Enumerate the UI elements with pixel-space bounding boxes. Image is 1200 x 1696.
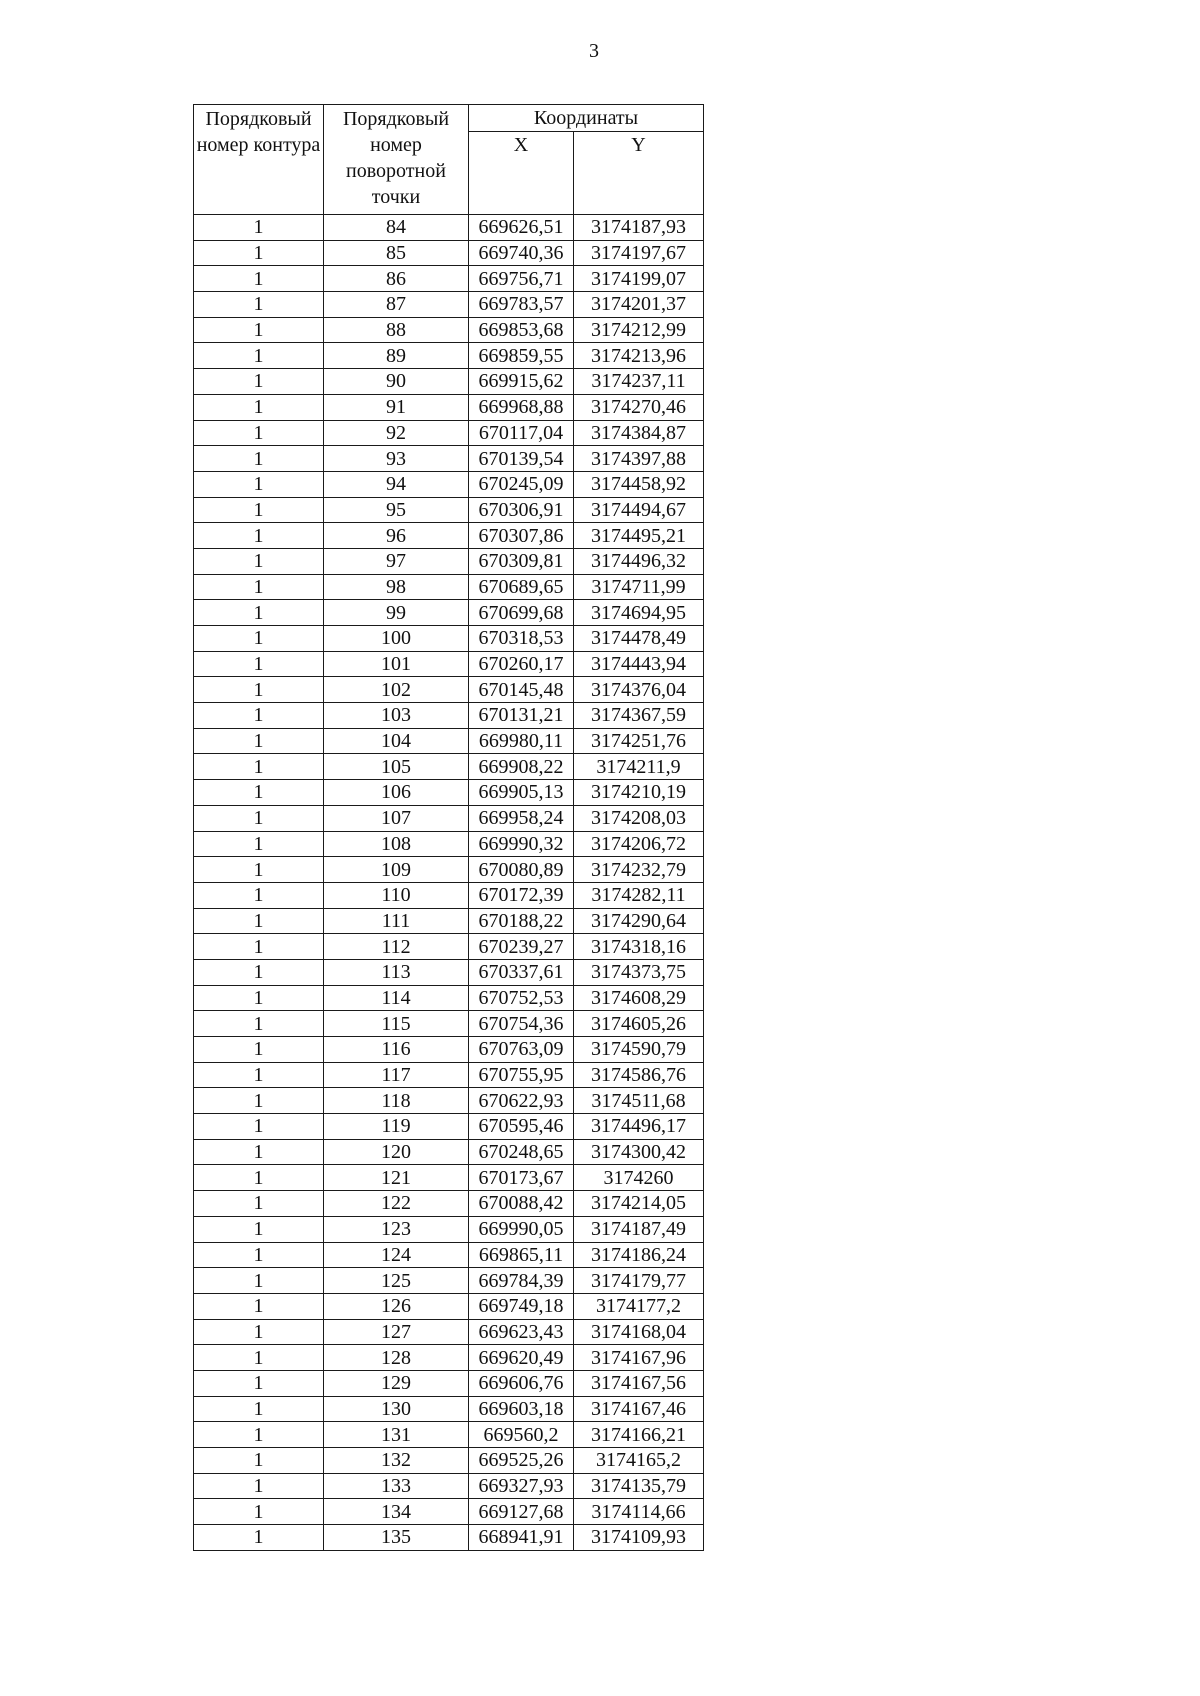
x-coordinate-cell: 670309,81 [469,548,574,574]
x-coordinate-cell: 669859,55 [469,343,574,369]
table-body [194,215,704,1551]
y-coordinate-cell: 3174478,49 [574,626,704,652]
table-row [194,959,704,985]
x-coordinate-cell: 670763,09 [469,1037,574,1063]
contour-number-cell: 1 [194,1525,324,1551]
table-row [194,1037,704,1063]
y-coordinate-cell: 3174187,49 [574,1216,704,1242]
x-coordinate-cell: 669990,05 [469,1216,574,1242]
table-row [194,446,704,472]
x-coordinate-cell: 670595,46 [469,1114,574,1140]
contour-number-cell: 1 [194,985,324,1011]
contour-number-cell: 1 [194,728,324,754]
table-row [194,985,704,1011]
x-coordinate-cell: 670080,89 [469,857,574,883]
y-coordinate-cell: 3174282,11 [574,882,704,908]
point-number-cell: 107 [324,805,469,831]
y-coordinate-cell: 3174168,04 [574,1319,704,1345]
contour-number-cell: 1 [194,292,324,318]
table-row [194,831,704,857]
y-coordinate-cell: 3174208,03 [574,805,704,831]
table-row [194,908,704,934]
x-coordinate-cell: 670173,67 [469,1165,574,1191]
y-coordinate-cell: 3174270,46 [574,394,704,420]
coordinates-header: Координаты [469,105,704,132]
contour-number-cell: 1 [194,754,324,780]
y-coordinate-cell: 3174186,24 [574,1242,704,1268]
table-row [194,600,704,626]
point-number-cell: 97 [324,548,469,574]
y-coordinate-cell: 3174590,79 [574,1037,704,1063]
point-number-cell: 114 [324,985,469,1011]
x-coordinate-cell: 669603,18 [469,1396,574,1422]
y-coordinate-cell: 3174608,29 [574,985,704,1011]
contour-number-header: Порядковый номер контура [194,105,324,215]
y-coordinate-cell: 3174211,9 [574,754,704,780]
point-number-cell: 117 [324,1062,469,1088]
x-coordinate-cell: 669915,62 [469,369,574,395]
contour-number-cell: 1 [194,1139,324,1165]
point-number-cell: 118 [324,1088,469,1114]
y-coordinate-cell: 3174199,07 [574,266,704,292]
x-coordinate-cell: 670117,04 [469,420,574,446]
point-number-cell: 104 [324,728,469,754]
point-number-cell: 95 [324,497,469,523]
contour-number-cell: 1 [194,317,324,343]
y-coordinate-cell: 3174605,26 [574,1011,704,1037]
contour-number-cell: 1 [194,394,324,420]
contour-number-cell: 1 [194,497,324,523]
table-row [194,1011,704,1037]
point-number-cell: 110 [324,882,469,908]
y-coordinate-cell: 3174114,66 [574,1499,704,1525]
point-number-cell: 122 [324,1191,469,1217]
y-coordinate-cell: 3174210,19 [574,780,704,806]
table-row [194,1396,704,1422]
x-coordinate-cell: 669908,22 [469,754,574,780]
y-coordinate-cell: 3174511,68 [574,1088,704,1114]
page-number: 3 [589,40,599,62]
point-number-cell: 84 [324,215,469,241]
y-coordinate-cell: 3174237,11 [574,369,704,395]
point-number-cell: 116 [324,1037,469,1063]
table-row [194,1370,704,1396]
table-row [194,780,704,806]
contour-number-cell: 1 [194,240,324,266]
x-header: X [469,132,574,215]
contour-number-cell: 1 [194,805,324,831]
contour-number-cell: 1 [194,1242,324,1268]
point-number-cell: 124 [324,1242,469,1268]
contour-number-cell: 1 [194,1448,324,1474]
y-coordinate-cell: 3174318,16 [574,934,704,960]
table-row [194,651,704,677]
x-coordinate-cell: 670752,53 [469,985,574,1011]
x-coordinate-cell: 670699,68 [469,600,574,626]
x-coordinate-cell: 670188,22 [469,908,574,934]
contour-number-cell: 1 [194,780,324,806]
y-coordinate-cell: 3174494,67 [574,497,704,523]
x-coordinate-cell: 670139,54 [469,446,574,472]
x-coordinate-cell: 670260,17 [469,651,574,677]
table-row [194,882,704,908]
contour-number-cell: 1 [194,1011,324,1037]
y-coordinate-cell: 3174187,93 [574,215,704,241]
x-coordinate-cell: 670318,53 [469,626,574,652]
y-coordinate-cell: 3174167,46 [574,1396,704,1422]
y-coordinate-cell: 3174197,67 [574,240,704,266]
x-coordinate-cell: 669740,36 [469,240,574,266]
contour-number-cell: 1 [194,626,324,652]
y-coordinate-cell: 3174586,76 [574,1062,704,1088]
contour-number-cell: 1 [194,471,324,497]
coordinates-table [193,104,704,1551]
x-coordinate-cell: 670145,48 [469,677,574,703]
x-coordinate-cell: 670755,95 [469,1062,574,1088]
x-coordinate-cell: 669560,2 [469,1422,574,1448]
point-number-cell: 109 [324,857,469,883]
point-number-cell: 88 [324,317,469,343]
x-coordinate-cell: 670088,42 [469,1191,574,1217]
x-coordinate-cell: 669606,76 [469,1370,574,1396]
y-coordinate-cell: 3174109,93 [574,1525,704,1551]
contour-number-cell: 1 [194,908,324,934]
table-row [194,626,704,652]
contour-number-cell: 1 [194,1268,324,1294]
y-coordinate-cell: 3174167,96 [574,1345,704,1371]
table-row [194,1139,704,1165]
table-row [194,1448,704,1474]
x-coordinate-cell: 670337,61 [469,959,574,985]
point-number-cell: 101 [324,651,469,677]
point-number-cell: 91 [324,394,469,420]
contour-number-cell: 1 [194,1473,324,1499]
contour-number-cell: 1 [194,1062,324,1088]
table-row [194,317,704,343]
y-coordinate-cell: 3174384,87 [574,420,704,446]
point-number-cell: 115 [324,1011,469,1037]
table-row [194,754,704,780]
point-number-cell: 92 [324,420,469,446]
y-coordinate-cell: 3174206,72 [574,831,704,857]
x-coordinate-cell: 669905,13 [469,780,574,806]
contour-number-cell: 1 [194,1088,324,1114]
y-coordinate-cell: 3174694,95 [574,600,704,626]
x-coordinate-cell: 669783,57 [469,292,574,318]
point-number-cell: 90 [324,369,469,395]
table-row [194,677,704,703]
contour-number-cell: 1 [194,857,324,883]
y-coordinate-cell: 3174397,88 [574,446,704,472]
y-coordinate-cell: 3174496,32 [574,548,704,574]
x-coordinate-cell: 670131,21 [469,703,574,729]
table-row [194,240,704,266]
table-row [194,343,704,369]
table-row [194,471,704,497]
contour-number-cell: 1 [194,882,324,908]
contour-number-cell: 1 [194,1499,324,1525]
table-row [194,1293,704,1319]
point-number-cell: 112 [324,934,469,960]
point-number-cell: 86 [324,266,469,292]
x-coordinate-cell: 670622,93 [469,1088,574,1114]
contour-number-cell: 1 [194,1319,324,1345]
point-number-cell: 106 [324,780,469,806]
table-row [194,1473,704,1499]
x-coordinate-cell: 670306,91 [469,497,574,523]
contour-number-cell: 1 [194,1114,324,1140]
y-coordinate-cell: 3174458,92 [574,471,704,497]
y-coordinate-cell: 3174496,17 [574,1114,704,1140]
point-number-cell: 123 [324,1216,469,1242]
point-number-cell: 133 [324,1473,469,1499]
contour-number-cell: 1 [194,1293,324,1319]
table-row [194,523,704,549]
table-row [194,266,704,292]
table-row [194,1345,704,1371]
contour-number-cell: 1 [194,574,324,600]
contour-number-cell: 1 [194,343,324,369]
x-coordinate-cell: 669749,18 [469,1293,574,1319]
table-row [194,857,704,883]
x-coordinate-cell: 670307,86 [469,523,574,549]
point-number-cell: 113 [324,959,469,985]
point-number-cell: 134 [324,1499,469,1525]
x-coordinate-cell: 670754,36 [469,1011,574,1037]
point-number-cell: 94 [324,471,469,497]
table-row [194,369,704,395]
contour-number-cell: 1 [194,651,324,677]
y-coordinate-cell: 3174214,05 [574,1191,704,1217]
table-row [194,1191,704,1217]
table-row [194,728,704,754]
y-coordinate-cell: 3174373,75 [574,959,704,985]
x-coordinate-cell: 669980,11 [469,728,574,754]
point-number-cell: 89 [324,343,469,369]
x-coordinate-cell: 669525,26 [469,1448,574,1474]
point-number-cell: 93 [324,446,469,472]
y-coordinate-cell: 3174179,77 [574,1268,704,1294]
table-row [194,1114,704,1140]
table-row [194,394,704,420]
y-header: Y [574,132,704,215]
contour-number-cell: 1 [194,548,324,574]
point-number-header: Порядковый номер поворотной точки [324,105,469,215]
table-row [194,1088,704,1114]
x-coordinate-cell: 669990,32 [469,831,574,857]
contour-number-cell: 1 [194,1396,324,1422]
x-coordinate-cell: 668941,91 [469,1525,574,1551]
point-number-cell: 111 [324,908,469,934]
x-coordinate-cell: 669968,88 [469,394,574,420]
x-coordinate-cell: 670248,65 [469,1139,574,1165]
point-number-cell: 129 [324,1370,469,1396]
table-row [194,1525,704,1551]
y-coordinate-cell: 3174166,21 [574,1422,704,1448]
contour-number-cell: 1 [194,1037,324,1063]
table-row [194,703,704,729]
point-number-cell: 131 [324,1422,469,1448]
contour-number-cell: 1 [194,1165,324,1191]
y-coordinate-cell: 3174367,59 [574,703,704,729]
y-coordinate-cell: 3174201,37 [574,292,704,318]
point-number-cell: 96 [324,523,469,549]
table-row [194,497,704,523]
x-coordinate-cell: 669853,68 [469,317,574,343]
point-number-cell: 100 [324,626,469,652]
point-number-cell: 108 [324,831,469,857]
table-row [194,1499,704,1525]
x-coordinate-cell: 669784,39 [469,1268,574,1294]
point-number-cell: 121 [324,1165,469,1191]
x-coordinate-cell: 669756,71 [469,266,574,292]
contour-number-cell: 1 [194,600,324,626]
table-row [194,215,704,241]
x-coordinate-cell: 669623,43 [469,1319,574,1345]
point-number-cell: 103 [324,703,469,729]
y-coordinate-cell: 3174711,99 [574,574,704,600]
table-row [194,1422,704,1448]
table-row [194,805,704,831]
table-row [194,1216,704,1242]
y-coordinate-cell: 3174300,42 [574,1139,704,1165]
table-row [194,1319,704,1345]
x-coordinate-cell: 669127,68 [469,1499,574,1525]
y-coordinate-cell: 3174213,96 [574,343,704,369]
contour-number-cell: 1 [194,420,324,446]
y-coordinate-cell: 3174135,79 [574,1473,704,1499]
y-coordinate-cell: 3174212,99 [574,317,704,343]
y-coordinate-cell: 3174165,2 [574,1448,704,1474]
y-coordinate-cell: 3174251,76 [574,728,704,754]
y-coordinate-cell: 3174167,56 [574,1370,704,1396]
x-coordinate-cell: 670239,27 [469,934,574,960]
point-number-cell: 130 [324,1396,469,1422]
y-coordinate-cell: 3174495,21 [574,523,704,549]
table-row [194,1268,704,1294]
contour-number-cell: 1 [194,959,324,985]
table-row [194,574,704,600]
point-number-cell: 87 [324,292,469,318]
x-coordinate-cell: 669865,11 [469,1242,574,1268]
table-row [194,548,704,574]
x-coordinate-cell: 670172,39 [469,882,574,908]
y-coordinate-cell: 3174260 [574,1165,704,1191]
contour-number-cell: 1 [194,215,324,241]
table-row [194,420,704,446]
contour-number-cell: 1 [194,677,324,703]
point-number-cell: 126 [324,1293,469,1319]
point-number-cell: 132 [324,1448,469,1474]
x-coordinate-cell: 669626,51 [469,215,574,241]
y-coordinate-cell: 3174177,2 [574,1293,704,1319]
x-coordinate-cell: 670689,65 [469,574,574,600]
table-row [194,934,704,960]
contour-number-cell: 1 [194,831,324,857]
table-row [194,292,704,318]
table-row [194,1062,704,1088]
point-number-cell: 98 [324,574,469,600]
x-coordinate-cell: 670245,09 [469,471,574,497]
y-coordinate-cell: 3174232,79 [574,857,704,883]
contour-number-cell: 1 [194,1191,324,1217]
contour-number-cell: 1 [194,1422,324,1448]
point-number-cell: 127 [324,1319,469,1345]
table-row [194,1165,704,1191]
contour-number-cell: 1 [194,369,324,395]
contour-number-cell: 1 [194,1216,324,1242]
y-coordinate-cell: 3174376,04 [574,677,704,703]
x-coordinate-cell: 669958,24 [469,805,574,831]
contour-number-cell: 1 [194,446,324,472]
x-coordinate-cell: 669327,93 [469,1473,574,1499]
x-coordinate-cell: 669620,49 [469,1345,574,1371]
y-coordinate-cell: 3174290,64 [574,908,704,934]
point-number-cell: 99 [324,600,469,626]
contour-number-cell: 1 [194,266,324,292]
point-number-cell: 85 [324,240,469,266]
contour-number-cell: 1 [194,934,324,960]
point-number-cell: 119 [324,1114,469,1140]
point-number-cell: 105 [324,754,469,780]
point-number-cell: 135 [324,1525,469,1551]
point-number-cell: 125 [324,1268,469,1294]
point-number-cell: 128 [324,1345,469,1371]
contour-number-cell: 1 [194,1370,324,1396]
table-row [194,1242,704,1268]
contour-number-cell: 1 [194,703,324,729]
contour-number-cell: 1 [194,1345,324,1371]
point-number-cell: 102 [324,677,469,703]
point-number-cell: 120 [324,1139,469,1165]
contour-number-cell: 1 [194,523,324,549]
y-coordinate-cell: 3174443,94 [574,651,704,677]
